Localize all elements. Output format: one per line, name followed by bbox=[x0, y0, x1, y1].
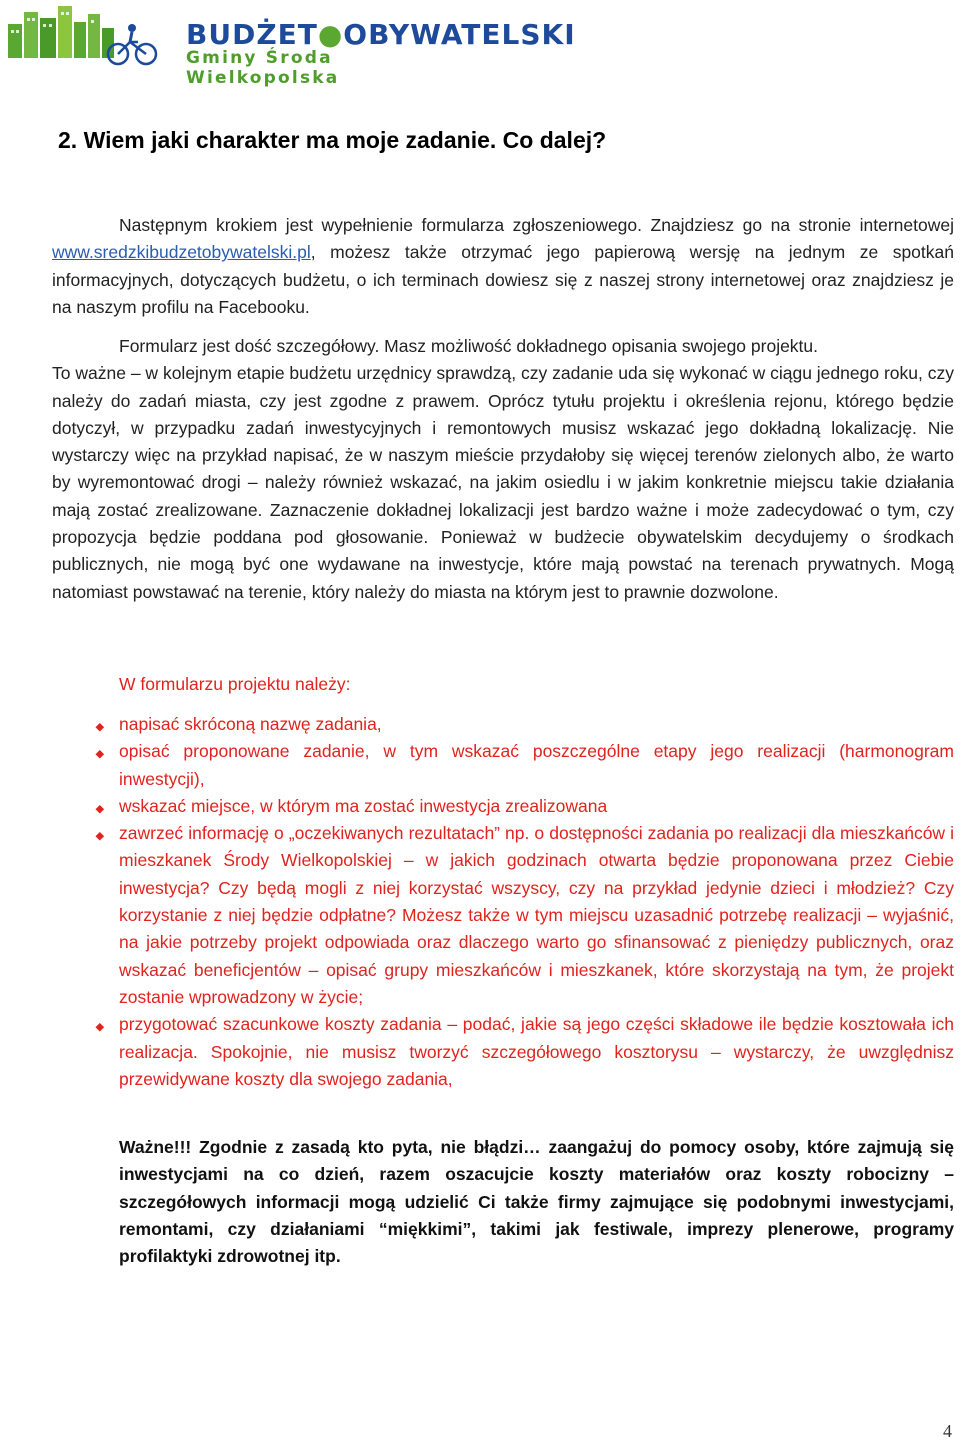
logo-subtitle: Gminy Środa Wielkopolska bbox=[186, 48, 340, 88]
intro-text-after-link: , możesz także otrzymać jego papierową wersję na jednym ze spotkań informacyjnych, dotyczących budżetu, o ich terminach dowiesz się z naszej strony internetowej oraz znajdziesz je na naszym profilu na Facebooku. bbox=[52, 242, 954, 317]
section-heading: 2. Wiem jaki charakter ma moje zadanie. Co dalej? bbox=[58, 127, 607, 153]
city-skyline-logo-icon bbox=[6, 4, 181, 70]
list-item: ⯁ przygotować szacunkowe koszty zadania – podać, jakie są jego części składowe ile będzie kosztowała ich realizacja. Spokojnie, nie musisz tworzyć szczegółowego kosztorysu – wystarczy, że uwzględnisz przewidywane koszty dla swojego zadania, bbox=[95, 1014, 954, 1089]
important-note: Ważne!!! Zgodnie z zasadą kto pyta, nie błądzi… zaangażuj do pomocy osoby, które zajmują się inwestycjami na co dzień, razem oszacujcie koszty materiałów oraz koszty robocizny – szczegółowych informacji mogą udzielić Ci także firmy zajmujące się podobnymi inwestycjami, remontami, czy działaniami “miękkimi”, takimi jak festiwale, imprezy plenerowe, programy profilaktyki zdrowotnej itp. bbox=[119, 1137, 954, 1267]
bullet-icon: ⯁ bbox=[95, 748, 105, 763]
page-number: 4 bbox=[943, 1421, 952, 1441]
form-details-rest: To ważne – w kolejnym etapie budżetu urzędnicy sprawdzą, czy zadanie uda się wykonać w ciągu jednego roku, czy należy do zadań miasta, czy jest zgodne z prawem. Oprócz tytułu projektu i określenia rejonu, którego będzie dotyczył, w przypadku zadań inwestycyjnych i remontowych musisz wskazać jego dokładną lokalizację. Nie wystarczy więc na przykład napisać, że w naszym mieście przydałoby się więcej terenów zielonych albo, że warto by wyremontować drogi – należy również wskazać, na jakim osiedlu i w jakim konkretnie miejscu takie działania mają zostać zrealizowane. Zaznaczenie dokładnej lokalizacji jest bardzo ważne i może zadecydować o tym, czy propozycja będzie poddana pod głosowanie. Ponieważ w budżecie obywatelskim decydujemy o środkach publicznych, nie mogą być one wydawane na inwestycje, które mają powstać na terenach prywatnych. Mogą natomiast powstawać na terenie, który należy do miasta na którym jest to prawnie dozwolone. bbox=[52, 363, 954, 602]
list-item: ⯁ opisać proponowane zadanie, w tym wskazać poszczególne etapy jego realizacji (harmonogram inwestycji), bbox=[95, 741, 954, 789]
website-link[interactable]: www.sredzkibudzetobywatelski.pl bbox=[52, 242, 311, 263]
intro-text-before-link: Następnym krokiem jest wypełnienie formularza zgłoszeniowego. Znajdziesz go na stronie internetowej bbox=[119, 215, 954, 235]
intro-paragraph bbox=[52, 212, 954, 321]
list-heading: W formularzu projektu należy: bbox=[119, 674, 351, 694]
requirements-list bbox=[95, 711, 954, 1093]
bullet-icon: ⯁ bbox=[95, 802, 105, 817]
list-item: ⯁ napisać skróconą nazwę zadania, bbox=[95, 711, 954, 738]
header-logo bbox=[6, 4, 576, 88]
logo-title: BUDŻET●OBYWATELSKI bbox=[186, 18, 576, 51]
bullet-icon: ⯁ bbox=[95, 721, 105, 735]
list-item: ⯁ wskazać miejsce, w którym ma zostać inwestycja zrealizowana bbox=[95, 793, 954, 820]
bullet-icon: ⯁ bbox=[95, 1021, 105, 1036]
form-details-first-line: Formularz jest dość szczegółowy. Masz możliwość dokładnego opisania swojego projektu. bbox=[119, 336, 819, 356]
list-item: ⯁ zawrzeć informację o „oczekiwanych rezultatach” np. o dostępności zadania po realizacji dla mieszkańców i mieszkanek Środy Wielkopolskiej – w jakich godzinach otwarta będzie proponowana przez Ciebie inwestycja? Czy będą mogli z niej korzystać wszyscy, czy na przykład jedynie dzieci i młodzież? Czy korzystanie z niej będzie odpłatne? Możesz także w tym miejscu uzasadnić potrzebę realizacji – wyjaśnić, na jakie potrzeby projekt odpowiada oraz dlaczego warto go sfinansować z pieniędzy publicznych, oraz wskazać beneficjentów – opisać grupy mieszkańców i mieszkanek, które skorzystają na tym, że projekt zostanie wprowadzony w życie; bbox=[95, 823, 954, 1007]
bullet-icon: ⯁ bbox=[95, 830, 105, 845]
form-details-paragraph bbox=[52, 333, 954, 606]
